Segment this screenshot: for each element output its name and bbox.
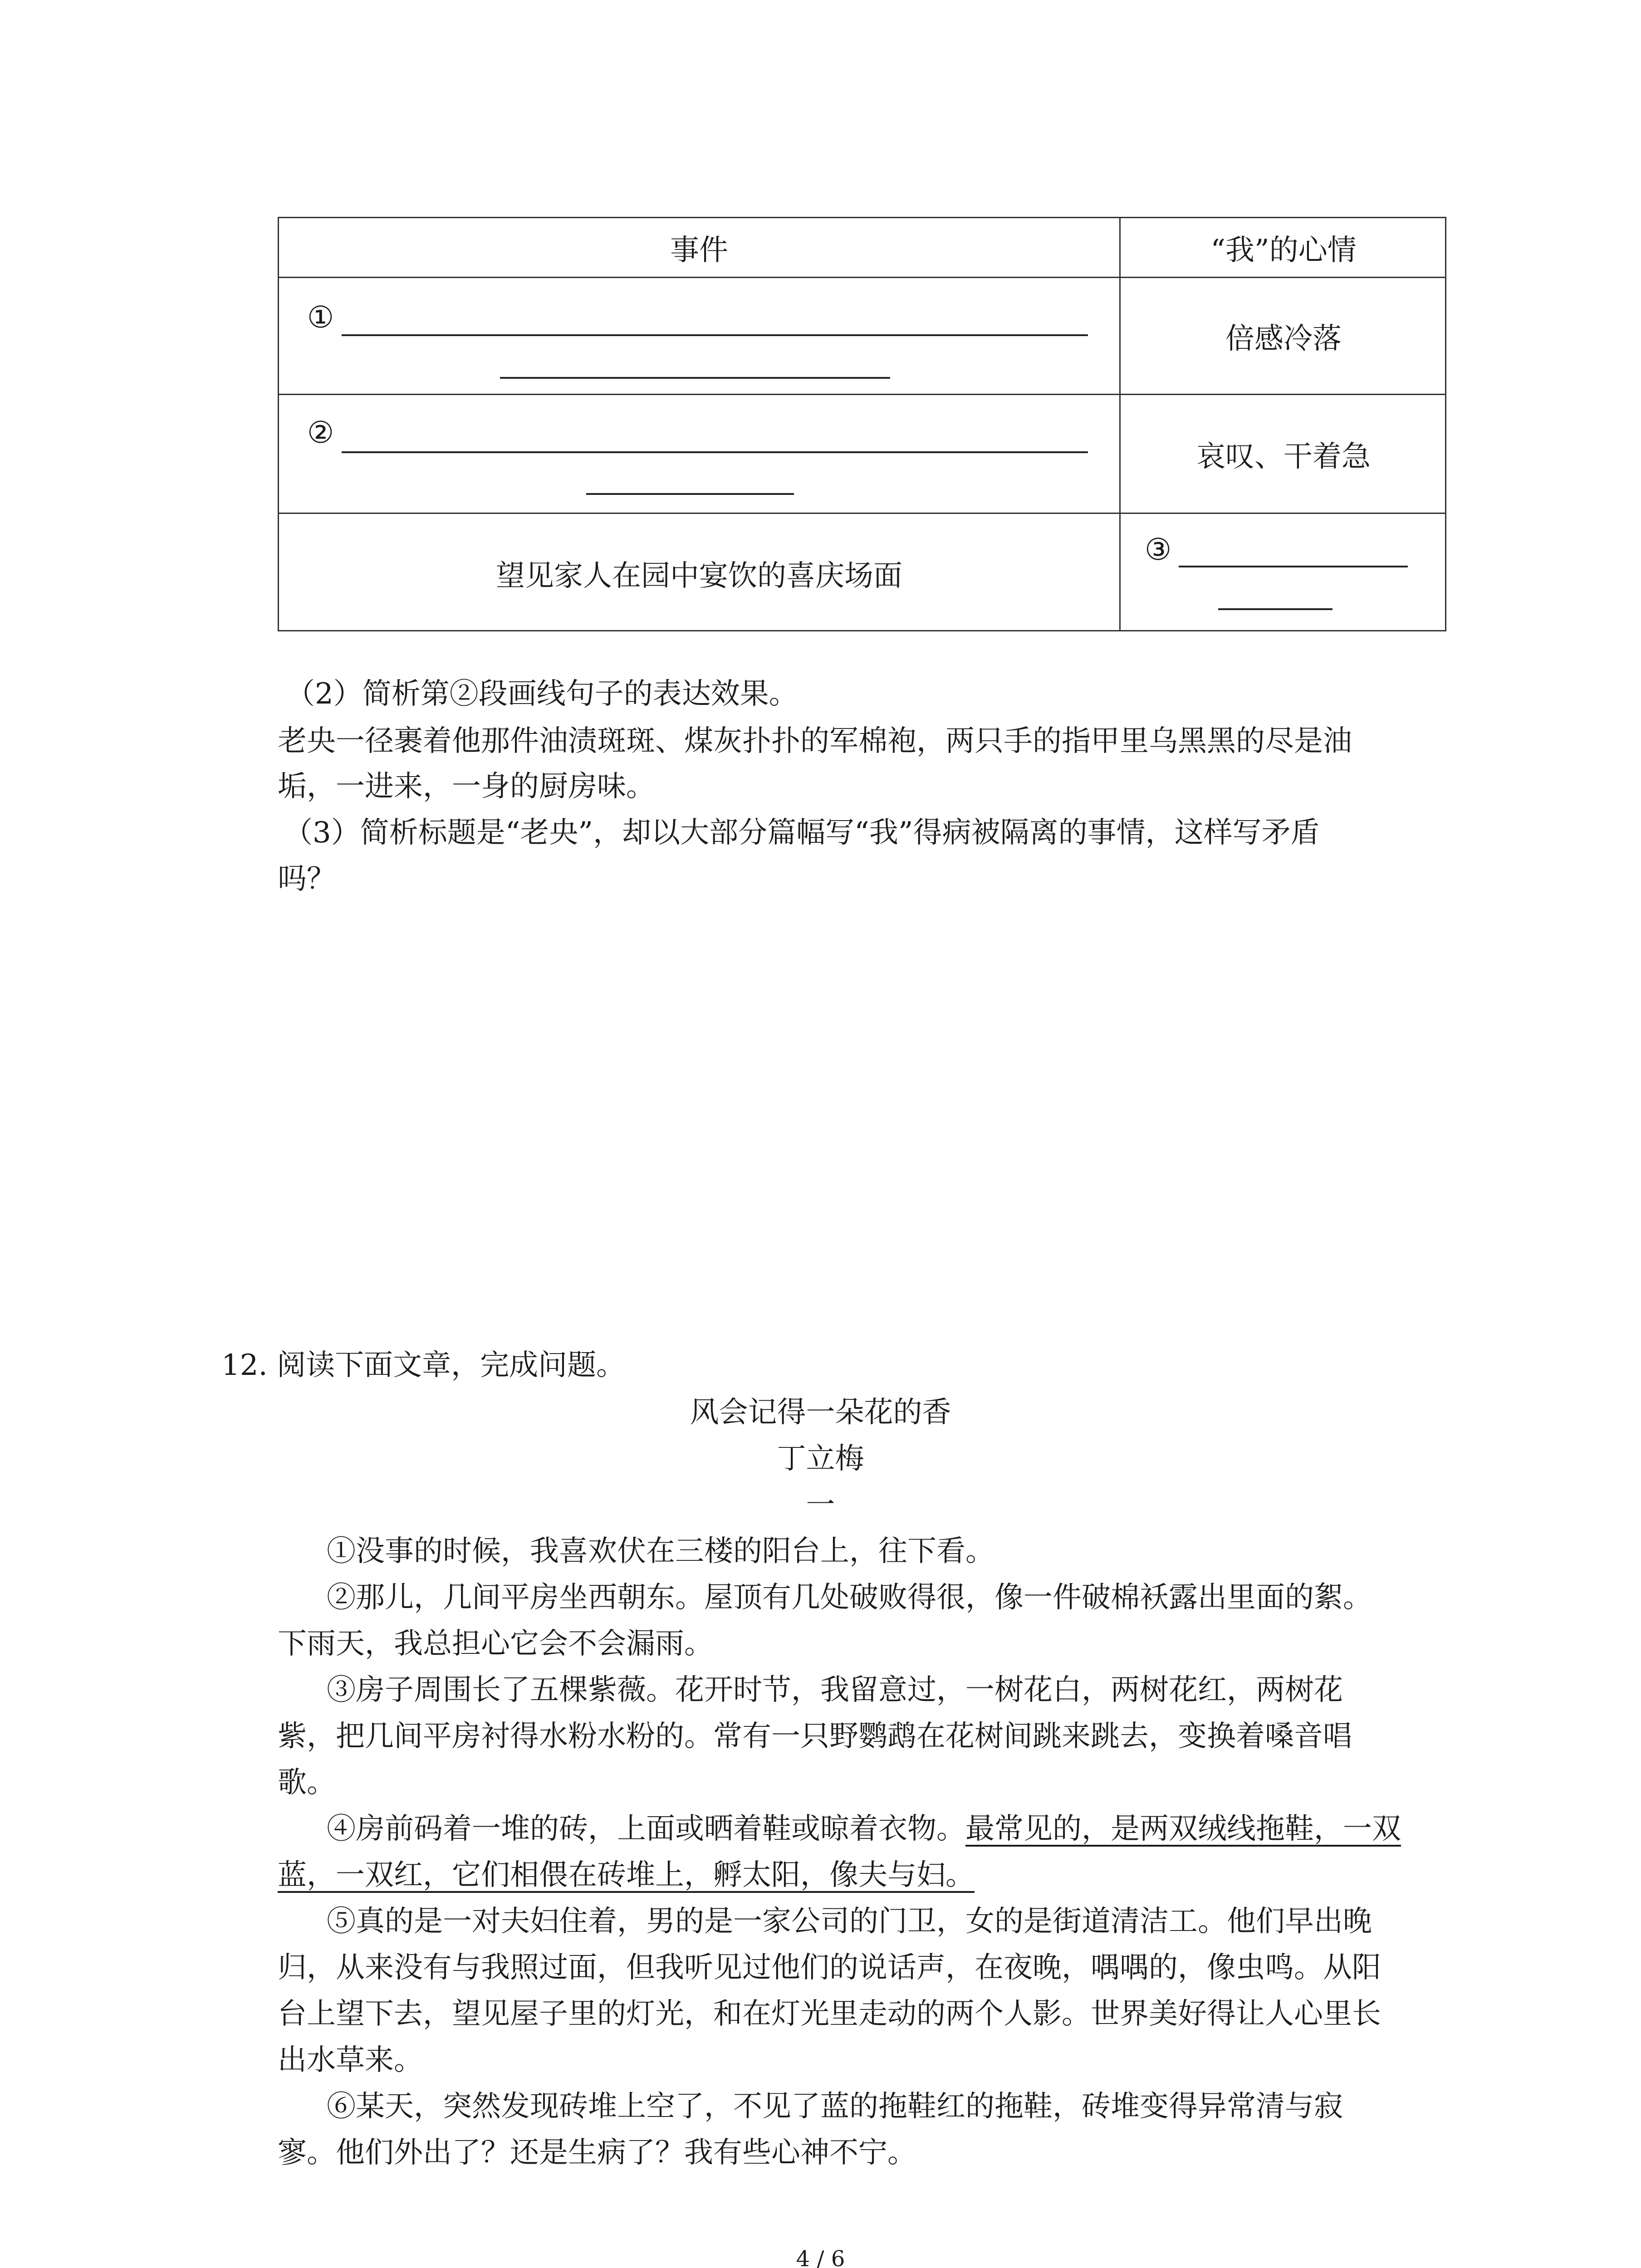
q12-intro: 12. 阅读下面文章，完成问题。	[221, 1349, 626, 1382]
row-1-number: ①	[307, 300, 334, 335]
row-1-answer-line-1[interactable]	[342, 334, 1088, 336]
paragraph-5-line-4: 出水草来。	[278, 2043, 423, 2077]
paragraph-2-line-2: 下雨天，我总担心它会不会漏雨。	[278, 1627, 713, 1661]
paragraph-3-line-1: ③房子周围长了五棵紫薇。花开时节，我留意过，一树花白，两树花红，两树花	[327, 1673, 1343, 1707]
paragraph-5-line-3: 台上望下去，望见屋子里的灯光，和在灯光里走动的两个人影。世界美好得让人心里长	[278, 1997, 1381, 2031]
article-author: 丁立梅	[777, 1442, 864, 1476]
q2-quote-line-1: 老央一径裹着他那件油渍斑斑、煤灰扑扑的军棉袍，两只手的指甲里乌黑黑的尽是油	[278, 724, 1352, 758]
table-row-2	[279, 395, 1445, 514]
page-number: 4 / 6	[796, 2246, 845, 2268]
q2-prompt: （2）简析第②段画线句子的表达效果。	[286, 677, 798, 711]
row-2-mood: 哀叹、干着急	[1196, 440, 1371, 474]
paragraph-5-line-1: ⑤真的是一对夫妇住着，男的是一家公司的门卫，女的是街道清洁工。他们早出晚	[327, 1905, 1372, 1938]
table-row-3	[279, 514, 1445, 633]
paragraph-5-line-2: 归，从来没有与我照过面，但我听见过他们的说话声，在夜晚，喁喁的，像虫鸣。从阳	[278, 1951, 1381, 1984]
q3-line-1: （3）简析标题是“老央”，却以大部分篇幅写“我”得病被隔离的事情，这样写矛盾	[284, 816, 1320, 850]
row-1-answer-line-2[interactable]	[500, 377, 890, 379]
table-row-1	[279, 278, 1445, 395]
paragraph-2-line-1: ②那儿，几间平房坐西朝东。屋顶有几处破败得很，像一件破棉袄露出里面的絮。	[327, 1581, 1372, 1614]
q2-quote-line-2: 垢，一进来，一身的厨房味。	[278, 770, 655, 803]
paragraph-4-underlined-start: 最常见的，是两双绒线拖鞋，一双	[965, 1812, 1401, 1846]
row-3-answer-line-2[interactable]	[1218, 608, 1332, 610]
row-2-answer-line-1[interactable]	[342, 451, 1088, 453]
row-2-answer-line-2[interactable]	[586, 493, 794, 495]
paragraph-4-plain: ④房前码着一堆的砖，上面或晒着鞋或晾着衣物。	[327, 1812, 965, 1846]
paragraph-3-line-2: 紫，把几间平房衬得水粉水粉的。常有一只野鹦鹉在花树间跳来跳去，变换着嗓音唱	[278, 1720, 1352, 1753]
row-3-event: 望见家人在园中宴饮的喜庆场面	[496, 559, 902, 593]
table-header-row	[279, 218, 1445, 278]
row-3-number: ③	[1145, 532, 1172, 567]
header-mood: “我”的心情	[1210, 233, 1357, 267]
paragraph-1: ①没事的时候，我喜欢伏在三楼的阳台上，往下看。	[327, 1535, 994, 1568]
paragraph-4-line-2	[278, 1853, 975, 1898]
header-event: 事件	[670, 233, 728, 267]
paragraph-4-line-1	[327, 1806, 1401, 1852]
row-1-mood: 倍感冷落	[1225, 322, 1342, 356]
paragraph-6-line-2: 寥。他们外出了？还是生病了？我有些心神不宁。	[278, 2136, 916, 2170]
article-title: 风会记得一朵花的香	[690, 1396, 951, 1429]
paragraph-4-underlined-end: 蓝，一双红，它们相偎在砖堆上，孵太阳，像夫与妇。	[278, 1858, 975, 1892]
row-3-answer-line-1[interactable]	[1179, 566, 1408, 567]
q3-line-2: 吗？	[278, 862, 336, 896]
event-mood-table	[278, 217, 1446, 631]
paragraph-6-line-1: ⑥某天，突然发现砖堆上空了，不见了蓝的拖鞋红的拖鞋，砖堆变得异常清与寂	[327, 2090, 1343, 2123]
paragraph-3-line-3: 歌。	[278, 1766, 336, 1799]
row-2-number: ②	[307, 415, 334, 450]
section-heading: 一	[806, 1488, 835, 1522]
